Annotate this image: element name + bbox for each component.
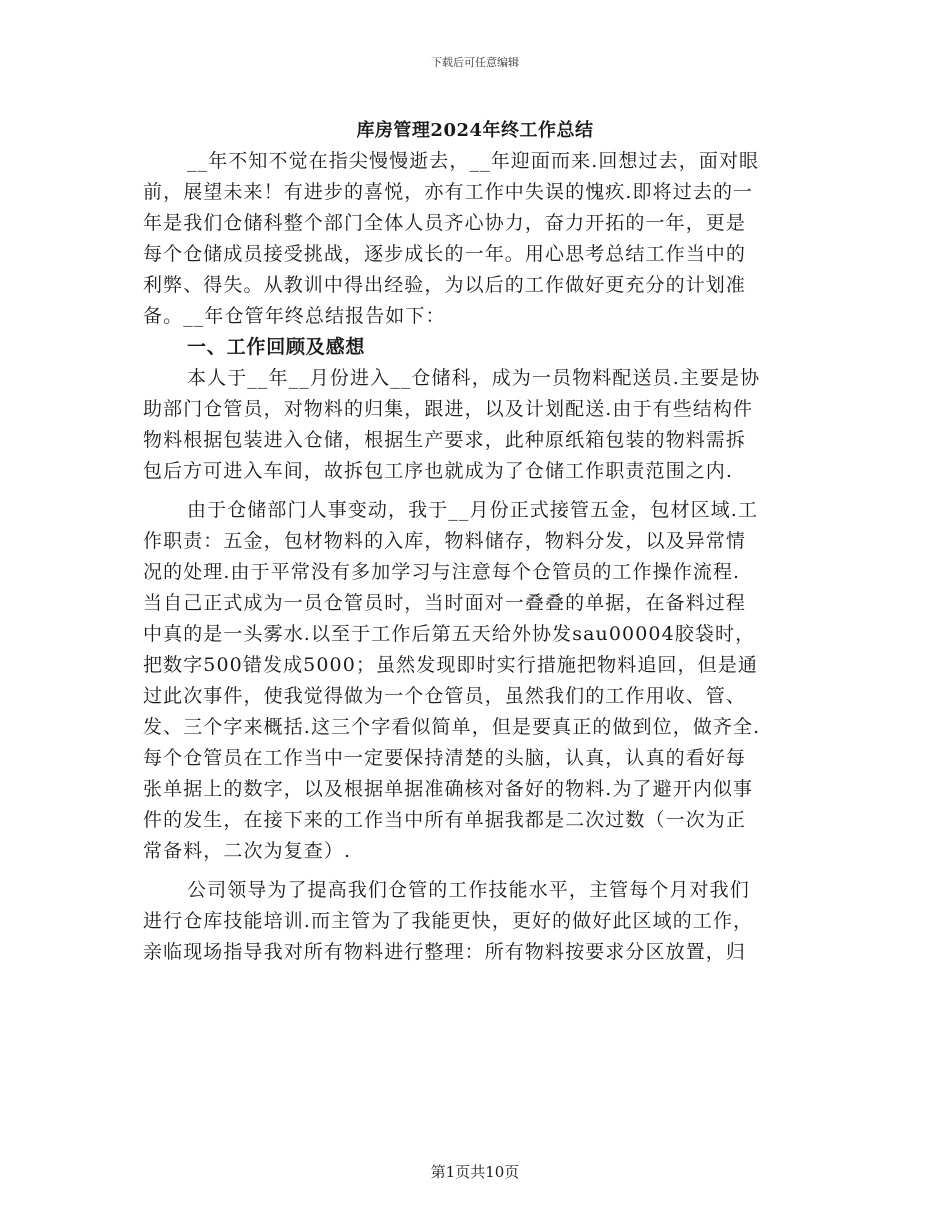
paragraph-intro [143,146,809,332]
paragraph-gap [143,487,809,495]
text-line: 每个仓储成员接受挑战，逐步成长的一年。用心思考总结工作当中的 [143,243,747,265]
text-line: 把数字500错发成5000；虽然发现即时实行措施把物料追回，但是通 [143,654,758,676]
document-body [143,146,809,968]
text-line: __年不知不觉在指尖慢慢逝去，__年迎面而来.回想过去，面对眼 [187,150,760,172]
text-line: 况的处理.由于平常没有多加学习与注意每个仓管员的工作操作流程. [143,561,741,583]
text-line: 利弊、得失。从教训中得出经验，为以后的工作做好更充分的计划准 [143,274,747,296]
text-line: 包后方可进入车间，故拆包工序也就成为了仓储工作职责范围之内. [143,460,734,482]
paragraph-duties [143,495,809,867]
text-line: 助部门仓管员，对物料的归集，跟进，以及计划配送.由于有些结构件 [143,398,754,420]
text-line: 每个仓管员在工作当中一定要保持清楚的头脑，认真，认真的看好每 [143,747,747,769]
header-note: 下载后可任意编辑 [431,56,519,69]
paragraph-gap [143,867,809,875]
paragraph-training [143,875,809,968]
text-line: 过此次事件，使我觉得做为一个仓管员，虽然我们的工作用收、管、 [143,685,747,707]
text-line: 备。__年仓管年终总结报告如下： [143,305,446,327]
text-line: 年是我们仓储科整个部门全体人员齐心协力，奋力开拓的一年，更是 [143,212,747,234]
text-line: 本人于__年__月份进入__仓储科，成为一员物料配送员.主要是协 [187,367,761,389]
text-line: 常备料，二次为复查）. [143,840,352,862]
text-line: 件的发生，在接下来的工作当中所有单据我都是二次过数（一次为正 [143,809,747,831]
text-line: 公司领导为了提高我们仓管的工作技能水平，主管每个月对我们 [187,879,750,901]
text-line: 由于仓储部门人事变动，我于__月份正式接管五金，包材区域.工 [187,499,759,521]
text-line: 中真的是一头雾水.以至于工作后第五天给外协发sau00004胶袋时， [143,623,756,645]
page-number: 第1页共10页 [430,1163,520,1181]
text-line: 作职责：五金，包材物料的入库，物料储存，物料分发，以及异常情 [143,530,747,552]
text-line: 亲临现场指导我对所有物料进行整理：所有物料按要求分区放置，归 [143,941,747,963]
text-line: 前，展望未来！有进步的喜悦，亦有工作中失误的愧疚.即将过去的一 [143,181,754,203]
section-heading: 一、工作回顾及感想 [187,336,366,358]
paragraph-role [143,363,809,487]
text-line: 进行仓库技能培训.而主管为了我能更快，更好的做好此区域的工作， [143,910,754,932]
text-line: 物料根据包装进入仓储，根据生产要求，此种原纸箱包装的物料需拆 [143,429,747,451]
text-line: 张单据上的数字，以及根据单据准确核对备好的物料.为了避开内似事 [143,778,754,800]
text-line: 当自己正式成为一员仓管员时，当时面对一叠叠的单据，在备料过程 [143,592,747,614]
text-line: 发、三个字来概括.这三个字看似简单，但是要真正的做到位，做齐全. [143,716,761,738]
document-title: 库房管理2024年终工作总结 [356,120,594,141]
